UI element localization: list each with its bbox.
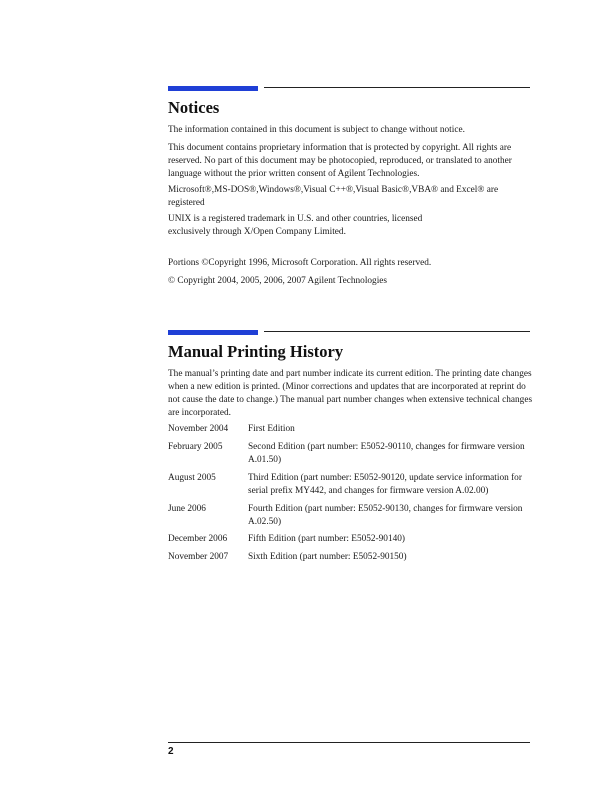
history-entry-desc: Third Edition (part number: E5052-90120, update service information for serial prefix MY442, and changes for firmware version A.02.00) (248, 473, 522, 496)
history-section-rule (168, 330, 530, 336)
history-entry-desc: First Edition (248, 424, 295, 434)
history-intro: The manual’s printing date and part number indicate its current edition. The printing date changes when a new edition is printed. (Minor corrections and updates that are incorporated at reprint do not cause the date to change.) The manual part number changes when extensive technical changes are incorporated. (168, 369, 533, 418)
history-entry-date: June 2006 (168, 504, 206, 514)
notices-accent-bar (168, 86, 258, 91)
notices-paragraph: © Copyright 2004, 2005, 2006, 2007 Agilent Technologies (168, 276, 388, 286)
history-entry-desc: Fifth Edition (part number: E5052-90140) (248, 534, 405, 544)
notices-title: Notices (168, 98, 220, 117)
history-entry-date: December 2006 (168, 534, 228, 544)
notices-paragraph: This document contains proprietary information that is protected by copyright. All rights are reserved. No part of this document may be photocopied, reproduced, or translated to another language without the prior written consent of Agilent Technologies. (168, 143, 512, 179)
notices-section-rule (168, 86, 530, 92)
history-accent-bar (168, 330, 258, 335)
history-entry-desc: Fourth Edition (part number: E5052-90130, changes for firmware version A.02.50) (248, 504, 523, 527)
history-entry-date: November 2004 (168, 424, 229, 434)
history-entry-desc: Sixth Edition (part number: E5052-90150) (248, 552, 407, 562)
notices-divider-line (264, 87, 530, 88)
notices-paragraph: Portions ©Copyright 1996, Microsoft Corporation. All rights reserved. (168, 258, 432, 268)
history-divider-line (264, 331, 530, 332)
notices-paragraph: Microsoft®,MS-DOS®,Windows®,Visual C++®,Visual Basic®,VBA® and Excel® are registered (168, 185, 499, 208)
notices-paragraph: The information contained in this document is subject to change without notice. (168, 125, 465, 135)
history-entry-date: February 2005 (168, 442, 223, 452)
notices-paragraph: UNIX is a registered trademark in U.S. and other countries, licensed exclusively through X/Open Company Limited. (168, 214, 423, 237)
history-entry-date: November 2007 (168, 552, 229, 562)
history-entry-date: August 2005 (168, 473, 216, 483)
history-title: Manual Printing History (168, 342, 344, 361)
footer-divider-line (168, 742, 530, 743)
history-entry-desc: Second Edition (part number: E5052-90110, changes for firmware version A.01.50) (248, 442, 525, 465)
page-number: 2 (168, 746, 174, 757)
